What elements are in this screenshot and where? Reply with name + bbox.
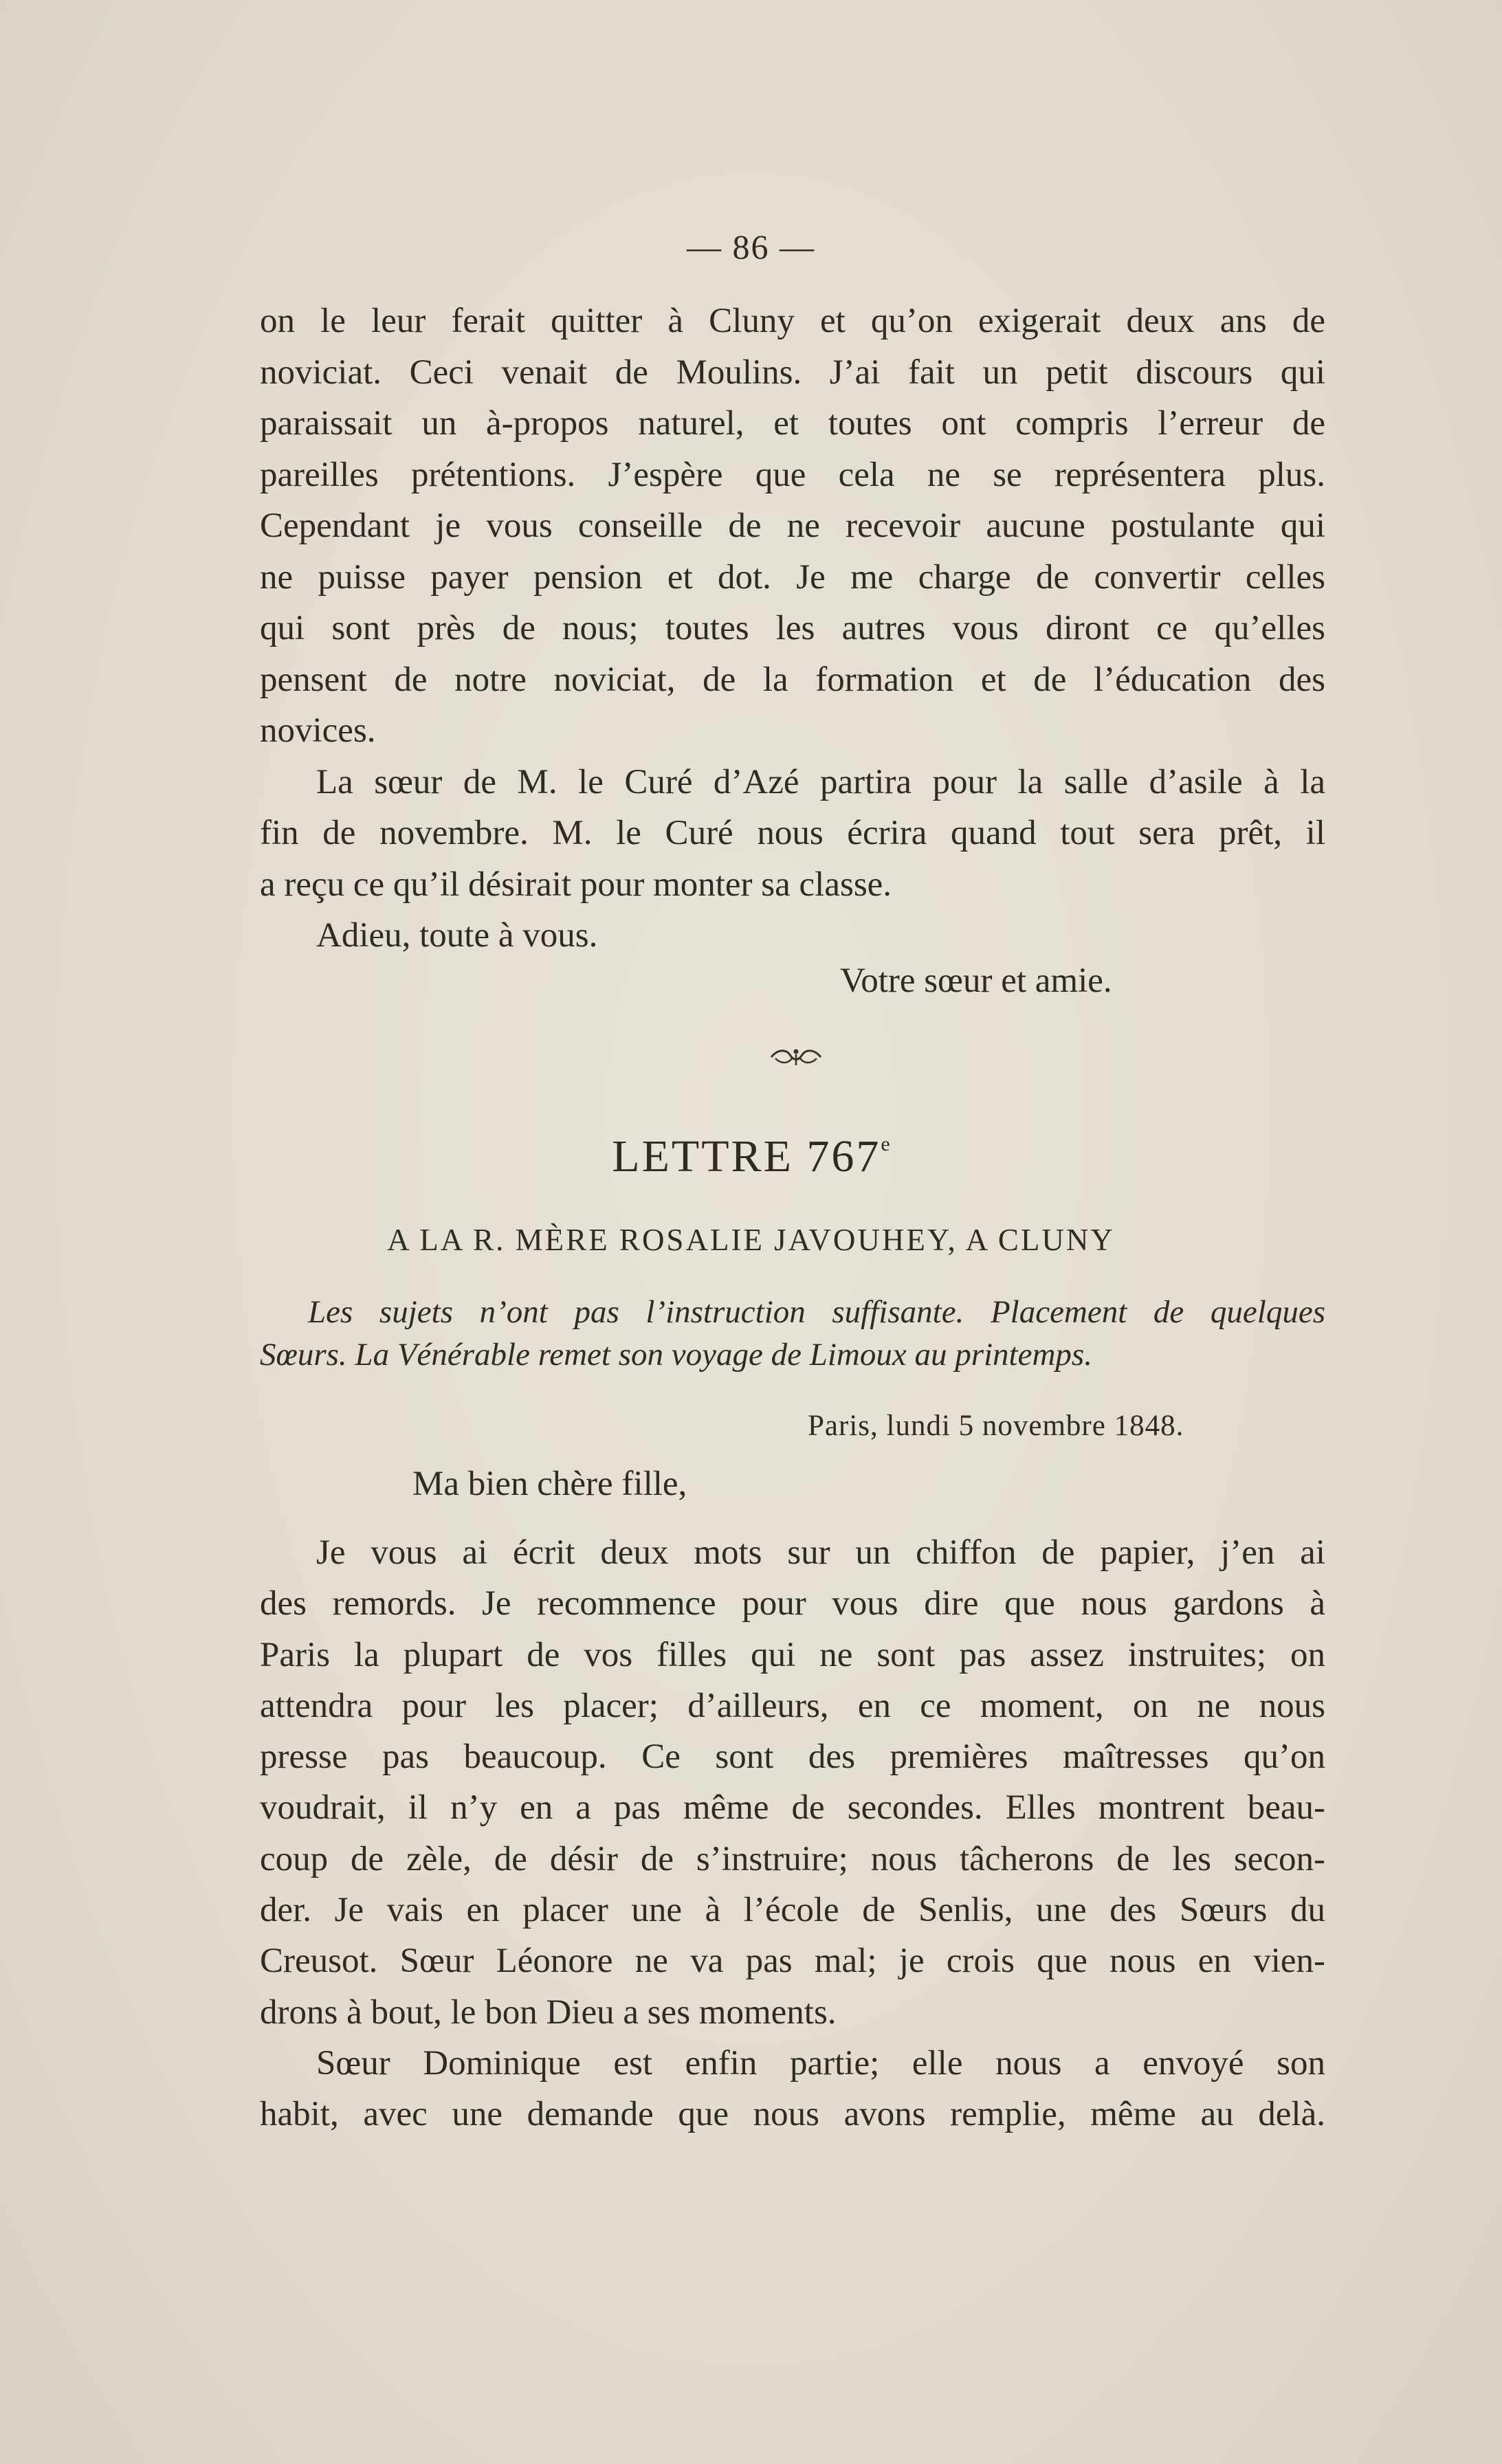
text-line: Sœur Dominique est enfin partie; elle nous a envoyé son <box>316 2043 1325 2083</box>
text-line: Cependant je vous conseille de ne recevoir aucune postulante qui <box>260 507 1325 545</box>
text-line: coup de zèle, de désir de s’instruire; nous tâcherons de les secon- <box>260 1839 1325 1878</box>
text-line: paraissait un à-propos naturel, et toutes ont compris l’erreur de <box>260 404 1325 443</box>
text-line: drons à bout, le bon Dieu a ses moments. <box>260 1993 837 2032</box>
text-line: pareilles prétentions. J’espère que cela ne se représentera plus. <box>260 455 1325 494</box>
text-line: a reçu ce qu’il désirait pour monter sa classe. <box>260 865 892 904</box>
text-line: habit, avec une demande que nous avons remplie, même au delà. <box>260 2095 1325 2134</box>
letter-summary <box>260 1291 1325 1376</box>
text-line: pensent de notre noviciat, de la formation et de l’éducation des <box>260 660 1325 699</box>
salutation: Ma bien chère fille, <box>412 1465 687 1503</box>
text-line: ne puisse payer pension et dot. Je me charge de convertir celles <box>260 557 1325 597</box>
summary-line: Sœurs. La Vénérable remet son voyage de Limoux au printemps. <box>260 1337 1092 1373</box>
text-line: attendra pour les placer; d’ailleurs, en ce moment, on ne nous <box>260 1686 1325 1725</box>
text-line: fin de novembre. M. le Curé nous écrira quand tout sera prêt, il <box>260 814 1325 852</box>
farewell-line: Adieu, toute à vous. <box>316 916 598 955</box>
letter-body <box>260 1527 1325 2140</box>
text-line: Je vous ai écrit deux mots sur un chiffon de papier, j’en ai <box>316 1533 1325 1572</box>
previous-letter-text <box>260 296 1325 962</box>
text-line: La sœur de M. le Curé d’Azé partira pour la salle d’asile à la <box>316 762 1325 801</box>
letter-title-suffix: e <box>881 1133 890 1155</box>
text-line: presse pas beaucoup. Ce sont des premières maîtresses qu’on <box>260 1738 1325 1777</box>
dateline: Paris, lundi 5 novembre 1848. <box>808 1410 1184 1442</box>
letter-title <box>0 1131 1502 1183</box>
text-line: des remords. Je recommence pour vous dire que nous gardons à <box>260 1584 1325 1623</box>
text-line: noviciat. Ceci venait de Moulins. J’ai fait un petit discours qui <box>260 353 1325 392</box>
letter-title-text: LETTRE 767 <box>612 1131 881 1181</box>
ornament-icon <box>769 1042 824 1069</box>
page-number: — 86 — <box>687 227 815 266</box>
text-line: Creusot. Sœur Léonore ne va pas mal; je crois que nous en vien- <box>260 1942 1325 1981</box>
text-line: novices. <box>260 711 376 750</box>
text-line: der. Je vais en placer une à l’école de Senlis, une des Sœurs du <box>260 1891 1325 1930</box>
text-line: voudrait, il n’y en a pas même de secondes. Elles montrent beau- <box>260 1788 1325 1828</box>
text-line: on le leur ferait quitter à Cluny et qu’on exigerait deux ans de <box>260 302 1325 340</box>
closing-signature: Votre sœur et amie. <box>840 962 1112 1000</box>
text-line: Paris la plupart de vos filles qui ne sont pas assez instruites; on <box>260 1635 1325 1674</box>
letter-address: A LA R. MÈRE ROSALIE JAVOUHEY, A CLUNY <box>387 1223 1115 1257</box>
text-line: qui sont près de nous; toutes les autres vous diront ce qu’elles <box>260 609 1325 647</box>
summary-line: Les sujets n’ont pas l’instruction suffisante. Placement de quelques <box>308 1294 1325 1330</box>
